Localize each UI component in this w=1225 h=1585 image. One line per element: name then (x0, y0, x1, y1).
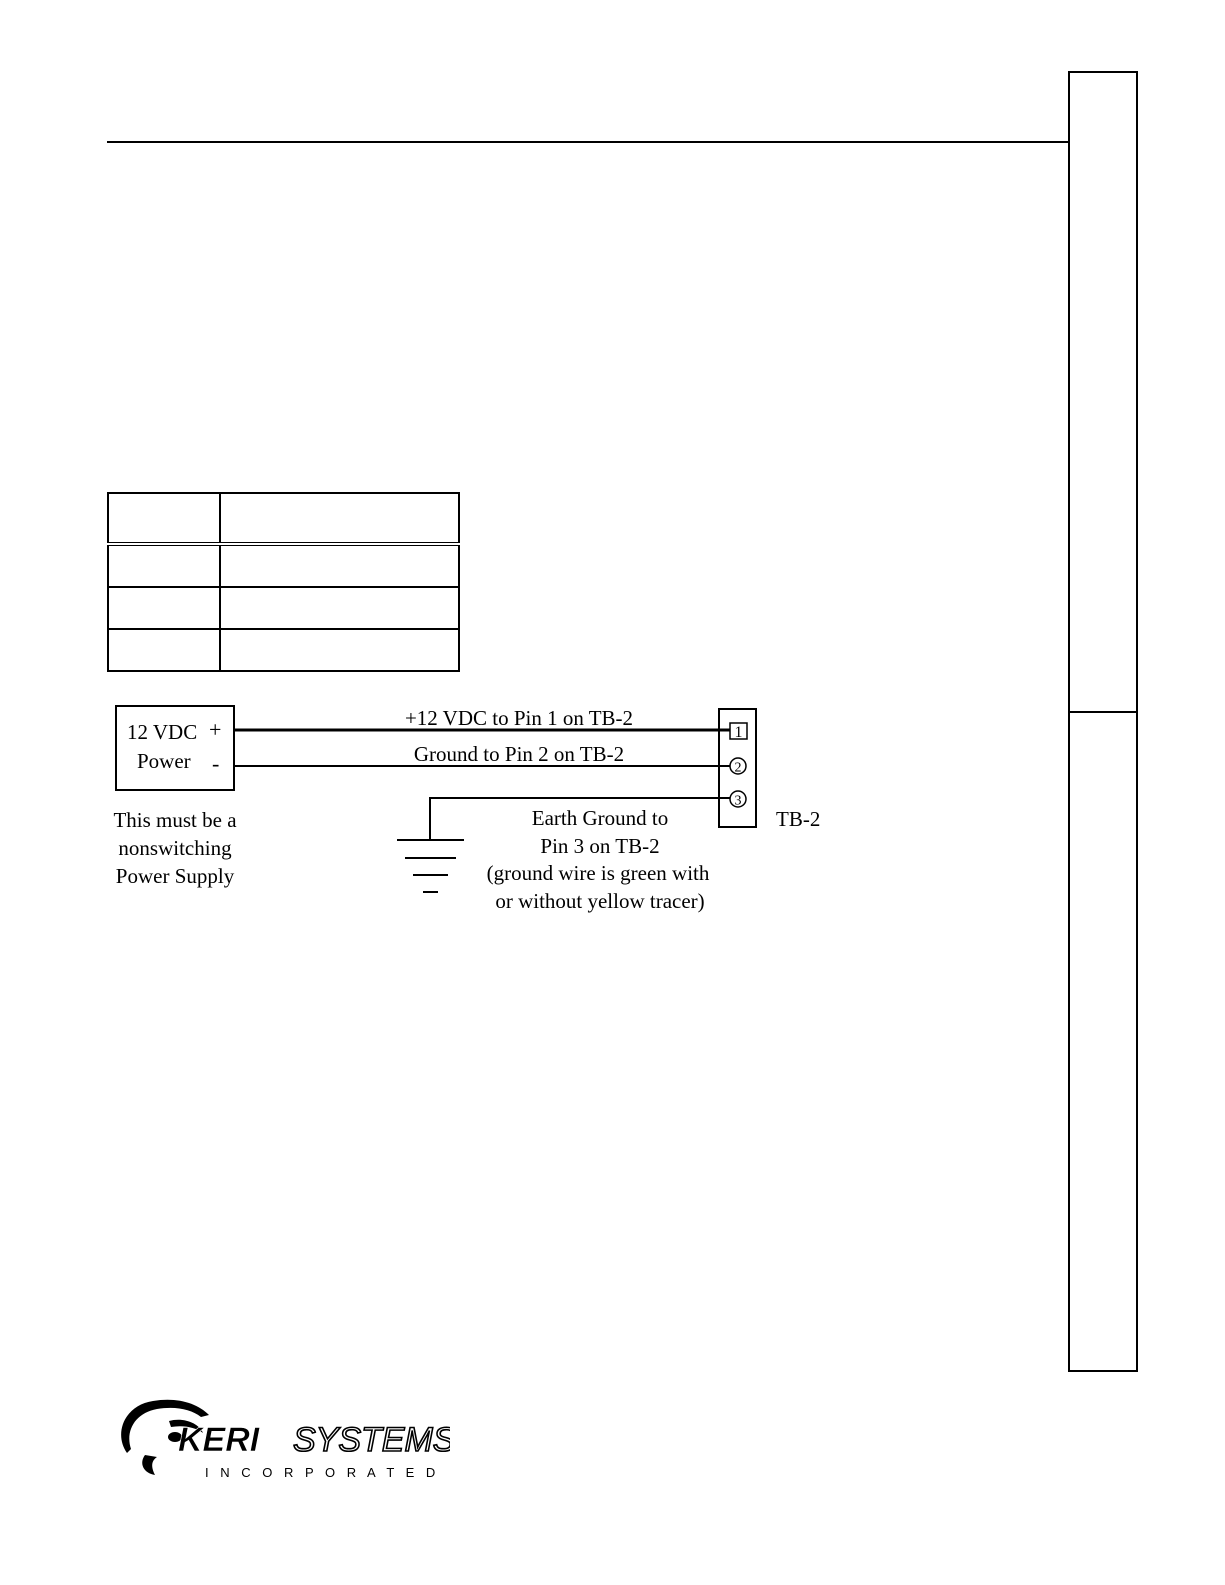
side-tab-upper (1068, 71, 1138, 713)
terminal-pin-2-number: 2 (734, 760, 742, 776)
wire-label-pin-2: Ground to Pin 2 on TB-2 (413, 742, 625, 766)
table-cell (108, 629, 220, 671)
terminal-pin-2 (730, 758, 746, 774)
supply-note-line-2: nonswitching (118, 836, 232, 860)
specification-table (107, 492, 460, 672)
earth-label-line-3: (ground wire is green with (486, 861, 710, 885)
table-header-cell (220, 493, 459, 544)
earth-label-line-1: Earth Ground to (531, 806, 669, 830)
wire-pin-3 (430, 798, 730, 840)
power-box-label-2: Power (137, 749, 191, 773)
terminal-pin-3 (730, 791, 746, 807)
side-tab-lower (1068, 711, 1138, 1372)
terminal-block-tb2 (719, 709, 756, 827)
terminal-block-label: TB-2 (776, 807, 821, 831)
logo-brand-keri: KERI (178, 1421, 260, 1459)
positive-terminal-sign: + (209, 717, 222, 742)
earth-label-line-2: Pin 3 on TB-2 (540, 834, 660, 858)
header-rule (107, 141, 1068, 143)
table-row (108, 544, 459, 587)
table-cell (108, 544, 220, 587)
table-cell (220, 629, 459, 671)
table-cell (220, 544, 459, 587)
table-header-row (108, 493, 459, 544)
table-cell (108, 587, 220, 629)
supply-note-line-1: This must be a (113, 808, 237, 832)
negative-terminal-sign: - (212, 751, 220, 776)
table-header-cell (108, 493, 220, 544)
supply-note-line-3: Power Supply (115, 864, 235, 888)
earth-label-line-4: or without yellow tracer) (495, 889, 705, 913)
table-row (108, 587, 459, 629)
terminal-pin-3-number: 3 (734, 793, 742, 809)
table-row (108, 629, 459, 671)
power-supply-box (116, 706, 234, 790)
wire-label-pin-1: +12 VDC to Pin 1 on TB-2 (404, 706, 634, 730)
terminal-pin-1 (730, 723, 747, 739)
earth-ground-icon (397, 840, 464, 892)
logo-brand-systems: SYSTEMS (293, 1421, 450, 1459)
table-cell (220, 587, 459, 629)
keri-systems-logo (105, 1393, 450, 1485)
power-box-label-1: 12 VDC (127, 720, 198, 744)
logo-subtitle: I N C O R P O R A T E D (205, 1465, 440, 1480)
terminal-pin-1-number: 1 (734, 724, 743, 741)
